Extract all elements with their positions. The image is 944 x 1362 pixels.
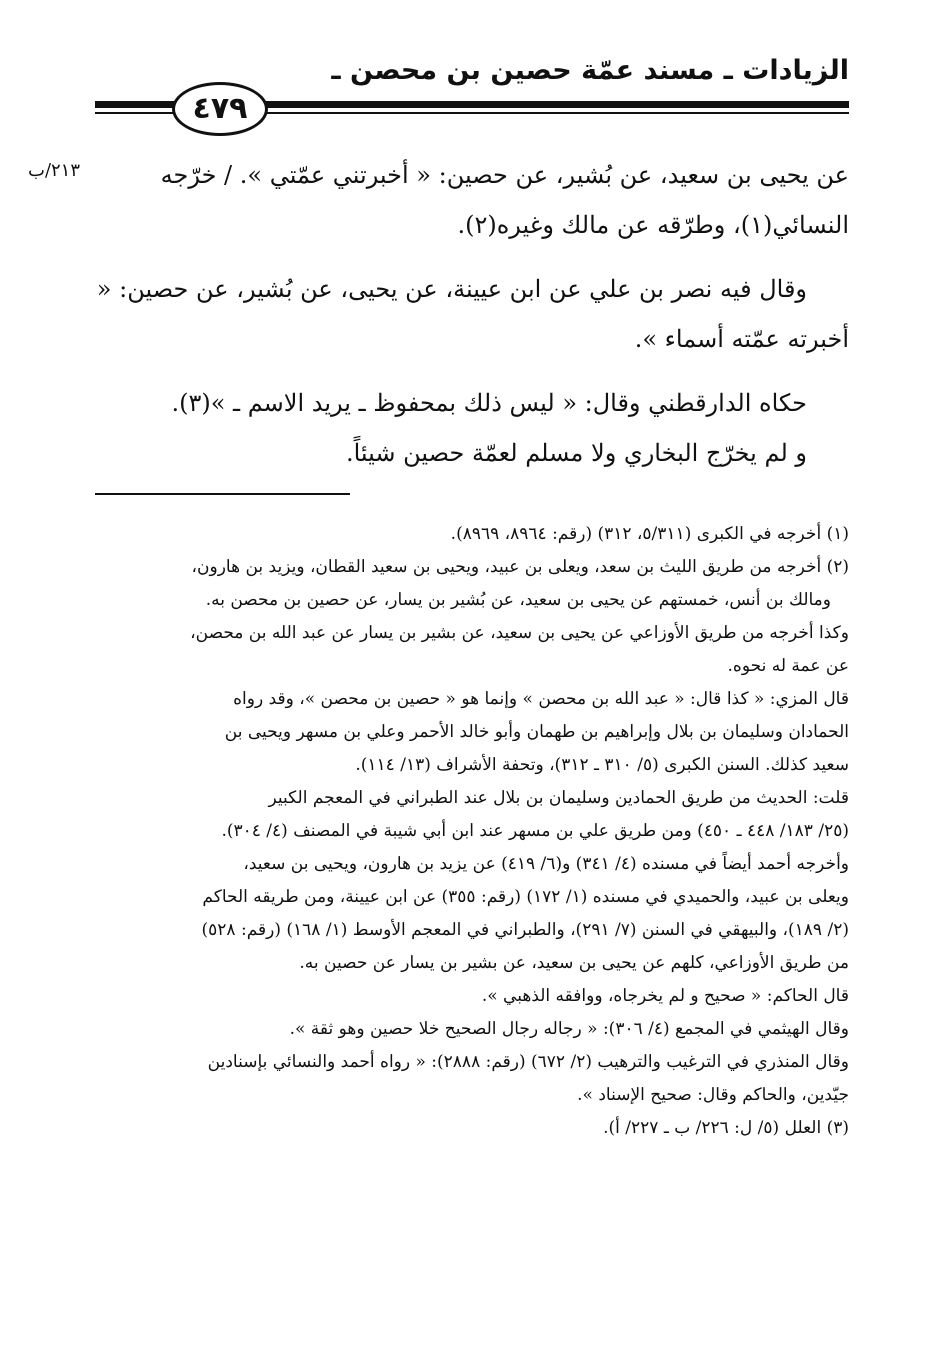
footnote-line: (٢٥/ ١٨٣/ ٤٤٨ ـ ٤٥٠) ومن طريق علي بن مسهر عند ابن أبي شيبة في المصنف (٤/ ٣٠٤).: [221, 821, 849, 841]
main-line: عن يحيى بن سعيد، عن بُشير، عن حصين: « أخبرتني عمّتي ». / خرّجه: [160, 161, 849, 189]
footnote-line: (٣) العلل (٥/ ل: ٢٢٦/ ب ـ ٢٢٧/ أ).: [603, 1118, 849, 1138]
running-header-title: الزيادات ـ مسند عمّة حصين بن محصن ـ: [331, 55, 849, 86]
footnote-line: (٢) أخرجه من طريق الليث بن سعد، ويعلى بن عبيد، ويحيى بن سعيد القطان، ويزيد بن هارون،: [191, 557, 849, 577]
manuscript-folio-note: ٢١٣/ب: [28, 160, 81, 181]
footnote-line: قال المزي: « كذا قال: « عبد الله بن محصن » وإنما هو « حصين بن محصن »، وقد رواه: [233, 689, 849, 709]
footnote-separator: [95, 493, 350, 495]
footnote-line: وكذا أخرجه من طريق الأوزاعي عن يحيى بن سعيد، عن بشير بن يسار عن عبد الله بن محصن،: [190, 623, 849, 643]
footnote-line: وقال الهيثمي في المجمع (٤/ ٣٠٦): « رجاله رجال الصحيح خلا حصين وهو ثقة ».: [289, 1019, 849, 1039]
main-line: وقال فيه نصر بن علي عن ابن عيينة، عن يحيى، عن بُشير، عن حصين: «: [96, 275, 807, 303]
footnote-line: قال الحاكم: « صحيح و لم يخرجاه، ووافقه الذهبي ».: [481, 986, 849, 1006]
footnote-line: (٢/ ١٨٩)، والبيهقي في السنن (٧/ ٢٩١)، والطبراني في المعجم الأوسط (١/ ١٦٨) (رقم: ٥٢٨): [201, 920, 849, 940]
main-line: و لم يخرّج البخاري ولا مسلم لعمّة حصين شيئاً.: [345, 439, 807, 467]
footnote-line: الحمادان وسليمان بن بلال وإبراهيم بن طهمان وأبو خالد الأحمر وعلي بن مسهر ويحيى بن: [224, 722, 849, 742]
footnote-line: عن عمة له نحوه.: [727, 656, 849, 676]
footnote-line: وأخرجه أحمد أيضاً في مسنده (٤/ ٣٤١) و(٦/ ٤١٩) عن يزيد بن هارون، ويحيى بن سعيد،: [243, 854, 849, 874]
footnote-line: جيّدين، والحاكم وقال: صحيح الإسناد ».: [577, 1085, 849, 1105]
footnotes: [89, 518, 849, 1145]
page-number-badge: ٤٧٩: [172, 82, 268, 136]
footnote-line: ومالك بن أنس، خمستهم عن يحيى بن سعيد، عن بُشير بن يسار، عن حصين بن محصن به.: [205, 590, 831, 610]
footnote-line: من طريق الأوزاعي، كلهم عن يحيى بن سعيد، عن بشير بن يسار عن حصين به.: [299, 953, 849, 973]
footnote-line: قلت: الحديث من طريق الحمادين وسليمان بن بلال عند الطبراني في المعجم الكبير: [268, 788, 849, 808]
main-line: أخبرته عمّته أسماء ».: [634, 325, 849, 353]
footnote-line: ويعلى بن عبيد، والحميدي في مسنده (١/ ١٧٢) (رقم: ٣٥٥) عن ابن عيينة، ومن طريقه الحاكم: [202, 887, 849, 907]
main-text: [89, 150, 849, 478]
footnote-line: سعيد كذلك. السنن الكبرى (٥/ ٣١٠ ـ ٣١٢)، وتحفة الأشراف (١٣/ ١١٤).: [355, 755, 849, 775]
footnote-line: وقال المنذري في الترغيب والترهيب (٢/ ٦٧٢) (رقم: ٢٨٨٨): « رواه أحمد والنسائي بإسنادين: [207, 1052, 849, 1072]
main-line: النسائي(١)، وطرّقه عن مالك وغيره(٢).: [457, 211, 849, 239]
main-line: حكاه الدارقطني وقال: « ليس ذلك بمحفوظ ـ يريد الاسم ـ »(٣).: [171, 389, 807, 417]
footnote-line: (١) أخرجه في الكبرى (٥/٣١١، ٣١٢) (رقم: ٨٩٦٤، ٨٩٦٩).: [450, 524, 849, 544]
